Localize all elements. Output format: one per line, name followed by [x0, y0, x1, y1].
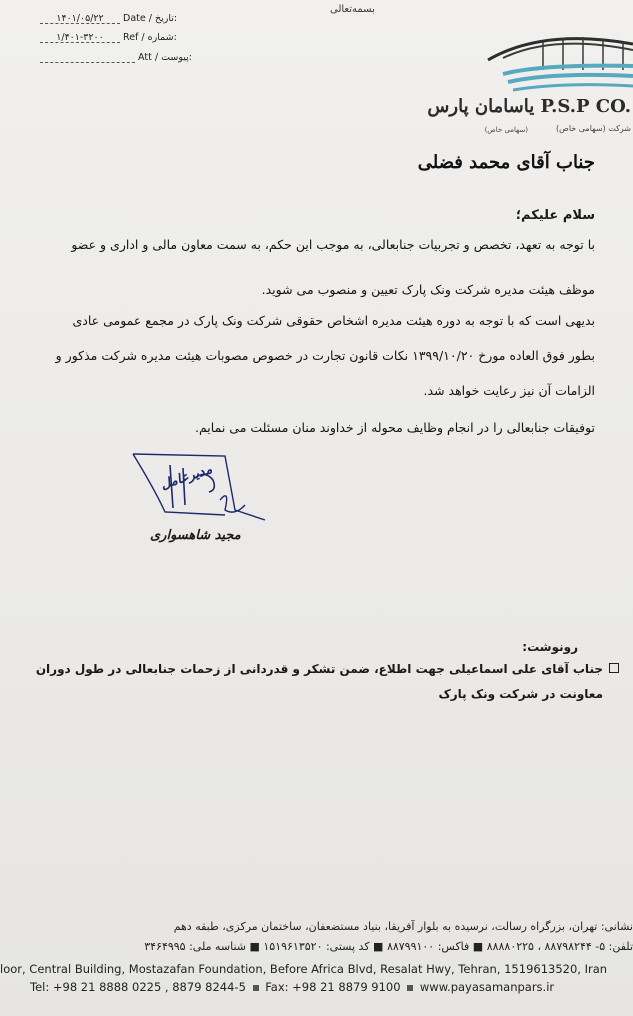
greeting: سلام علیکم؛: [515, 208, 595, 223]
footer-address-fa: نشانی: تهران، بزرگراه رسالت، نرسیده به بلوار آفریقا، بنیاد مستضعفان، ساختمان مرکزی، طبقه دهم: [173, 920, 633, 933]
footer-tel-en: Tel: +98 21 8888 0225 , 8879 8244-5: [30, 980, 246, 994]
signer-name: مجید شاهسواری: [150, 528, 241, 543]
closing-line: توفیقات جنابعالی را در انجام وظایف محوله از خداوند منان مسئلت می نمایم.: [195, 420, 595, 435]
paragraph-2-line-3: الزامات آن نیز رعایت خواهد شد.: [423, 383, 595, 398]
bullet-square-icon: [407, 985, 413, 991]
footer-fax-en: Fax: +98 21 8879 9100: [265, 980, 401, 994]
footer-website[interactable]: www.payasamanpars.ir: [419, 980, 555, 994]
att-label: Att / پیوست:: [138, 52, 192, 63]
paragraph-2-line-1: بدیهی است که با توجه به دوره هیئت مدیره اشخاص حقوقی شرکت ونک پارک در مجمع عمومی عادی: [72, 313, 595, 328]
company-subtitle: شرکت (سهامی خاص): [556, 124, 631, 133]
signature-title: مدیرعامل: [158, 462, 215, 493]
ref-label: Ref / شماره:: [123, 32, 177, 43]
paragraph-1-line-2: موظف هیئت مدیره شرکت ونک پارک تعیین و منصوب می شوید.: [261, 282, 595, 297]
date-value: ۱۴۰۱/۰۵/۲۲: [40, 13, 120, 24]
bridge-wave-icon: [483, 30, 633, 100]
ref-value: ۱/۴۰۱-۳۲۰۰: [40, 32, 120, 43]
paragraph-2-line-2: بطور فوق العاده مورخ ۱۳۹۹/۱۰/۲۰ نکات قانون تجارت در خصوص مصوبات هیئت مدیره شرکت مذکور و: [55, 348, 595, 363]
company-type: (سهامی خاص): [484, 126, 528, 134]
heading-top: بسمه‌تعالی: [330, 4, 375, 15]
footer-phone-fa: تلفن: ۵- ۸۸۷۹۸۲۴۴ ، ۸۸۸۸۰۲۲۵ ■ فاکس: ۸۸۷۹۹۱۰۰ ■ کد پستی: ۱۵۱۹۶۱۳۵۲۰ ■ شناسه ملی: ۳۴۶۴۹۹۵: [144, 940, 633, 953]
recipient: جناب آقای محمد فضلی: [417, 152, 595, 173]
company-name: یاسامان پارس P.S.P CO.: [427, 96, 631, 117]
att-row: [40, 52, 192, 63]
paragraph-1-line-1: با توجه به تعهد، تخصص و تجربیات جنابعالی، به موجب این حکم، به سمت معاون مالی و اداری و عضو: [71, 237, 595, 252]
footer-address-en: loor, Central Building, Mostazafan Foundation, Before Africa Blvd, Resalat Hwy, Tehran, 1519613520, Iran: [0, 962, 608, 976]
cc-text: جناب آقای علی اسماعیلی جهت اطلاع، ضمن تشکر و قدردانی از زحمات جنابعالی در طول دوران معاونت در شرکت ونک پارک: [35, 662, 603, 701]
att-value-line: [40, 52, 135, 63]
date-label: Date / تاریخ:: [123, 13, 178, 24]
signature-mark-icon: [125, 450, 275, 525]
ref-row: [40, 32, 177, 43]
cc-title: رونوشت:: [522, 640, 578, 654]
bullet-square-icon: [253, 985, 259, 991]
checkbox-square-icon: [609, 663, 619, 673]
date-row: [40, 13, 177, 24]
footer-contact-en: [30, 980, 554, 994]
